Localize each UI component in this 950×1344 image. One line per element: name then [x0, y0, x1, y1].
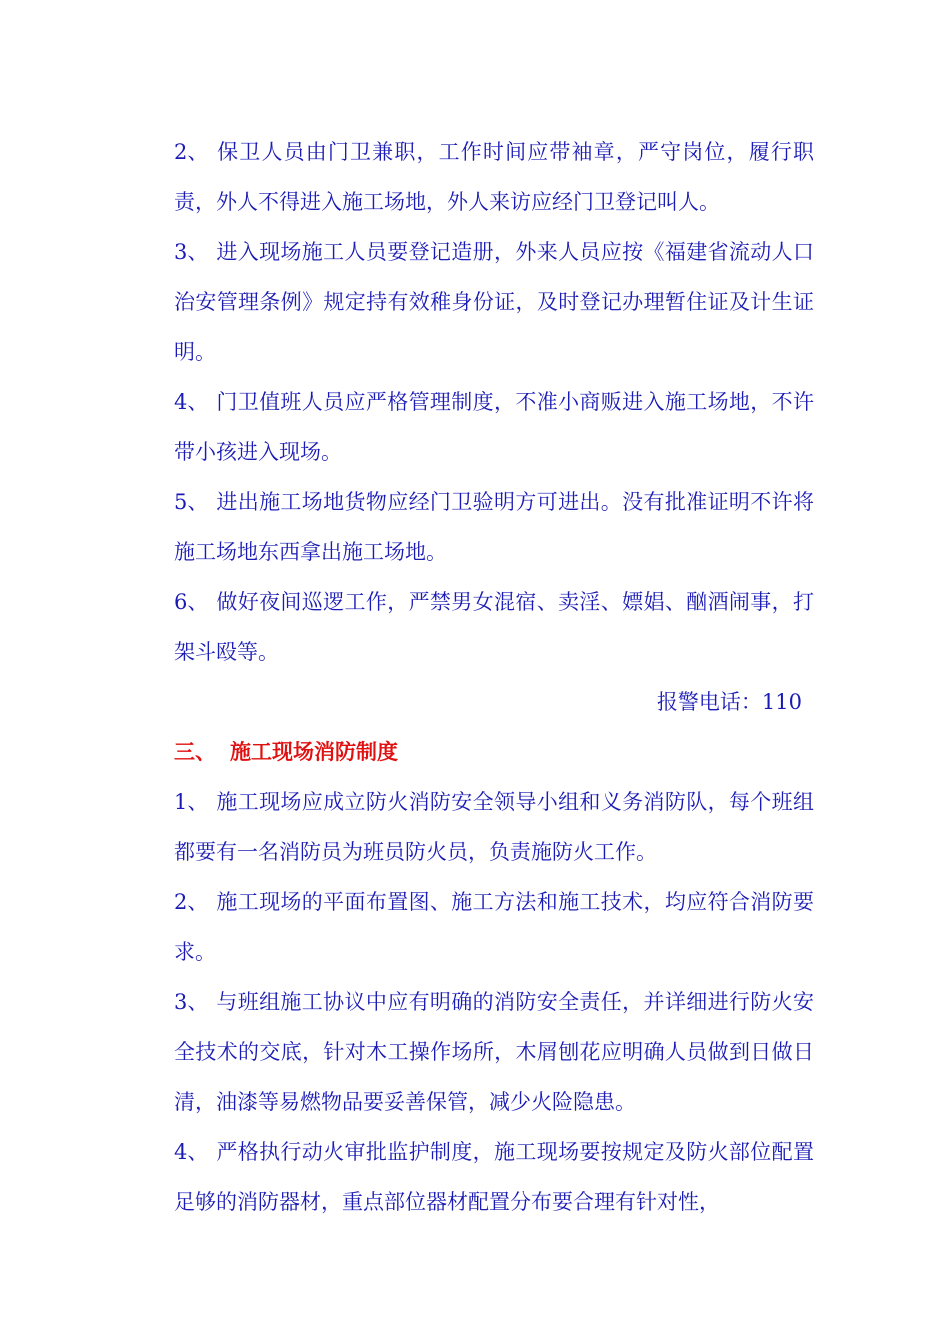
item-2 — [174, 127, 814, 227]
item-5 — [174, 477, 814, 577]
item-text: 与班组施工协议中应有明确的消防安全责任，并详细进行防火安全技术的交底，针对木工操作场所，木屑刨花应明确人员做到日做日清，油漆等易燃物品要妥善保管，减少火险隐患。 — [174, 990, 814, 1114]
item-text: 进出施工场地货物应经门卫验明方可进出。没有批准证明不许将施工场地东西拿出施工场地。 — [174, 490, 814, 564]
item-4 — [174, 377, 814, 477]
section-number: 三、 — [174, 739, 216, 764]
alarm-phone-line — [174, 677, 814, 727]
item-text: 严格执行动火审批监护制度，施工现场要按规定及防火部位配置足够的消防器材，重点部位器材配置分布要合理有针对性， — [174, 1140, 814, 1214]
item-text: 进入现场施工人员要登记造册，外来人员应按《福建省流动人口治安管理条例》规定持有效稚身份证，及时登记办理暂住证及计生证明。 — [174, 240, 814, 364]
fire-item-3 — [174, 977, 814, 1127]
item-number: 2、 — [174, 890, 209, 914]
fire-item-1 — [174, 777, 814, 877]
item-number: 5、 — [174, 490, 209, 514]
fire-item-2 — [174, 877, 814, 977]
item-number: 2、 — [174, 140, 209, 164]
item-text: 门卫值班人员应严格管理制度，不准小商贩进入施工场地，不许带小孩进入现场。 — [174, 390, 814, 464]
document-body — [174, 127, 814, 1227]
item-text: 保卫人员由门卫兼职，工作时间应带袖章，严守岗位，履行职责，外人不得进入施工场地，外人来访应经门卫登记叫人。 — [174, 140, 814, 214]
alarm-phone: 报警电话：110 — [656, 690, 802, 714]
item-number: 1、 — [174, 790, 209, 814]
item-3 — [174, 227, 814, 377]
section-title: 施工现场消防制度 — [230, 739, 398, 764]
item-number: 4、 — [174, 390, 209, 414]
fire-item-4 — [174, 1127, 814, 1227]
section-heading — [174, 727, 814, 777]
item-number: 3、 — [174, 240, 209, 264]
item-text: 施工现场的平面布置图、施工方法和施工技术，均应符合消防要求。 — [174, 890, 814, 964]
item-number: 3、 — [174, 990, 209, 1014]
item-number: 4、 — [174, 1140, 209, 1164]
item-text: 施工现场应成立防火消防安全领导小组和义务消防队，每个班组都要有一名消防员为班员防火员，负责施防火工作。 — [174, 790, 814, 864]
item-text: 做好夜间巡逻工作，严禁男女混宿、卖淫、嫖娼、酗酒闹事，打架斗殴等。 — [174, 590, 814, 664]
item-6 — [174, 577, 814, 677]
item-number: 6、 — [174, 590, 209, 614]
